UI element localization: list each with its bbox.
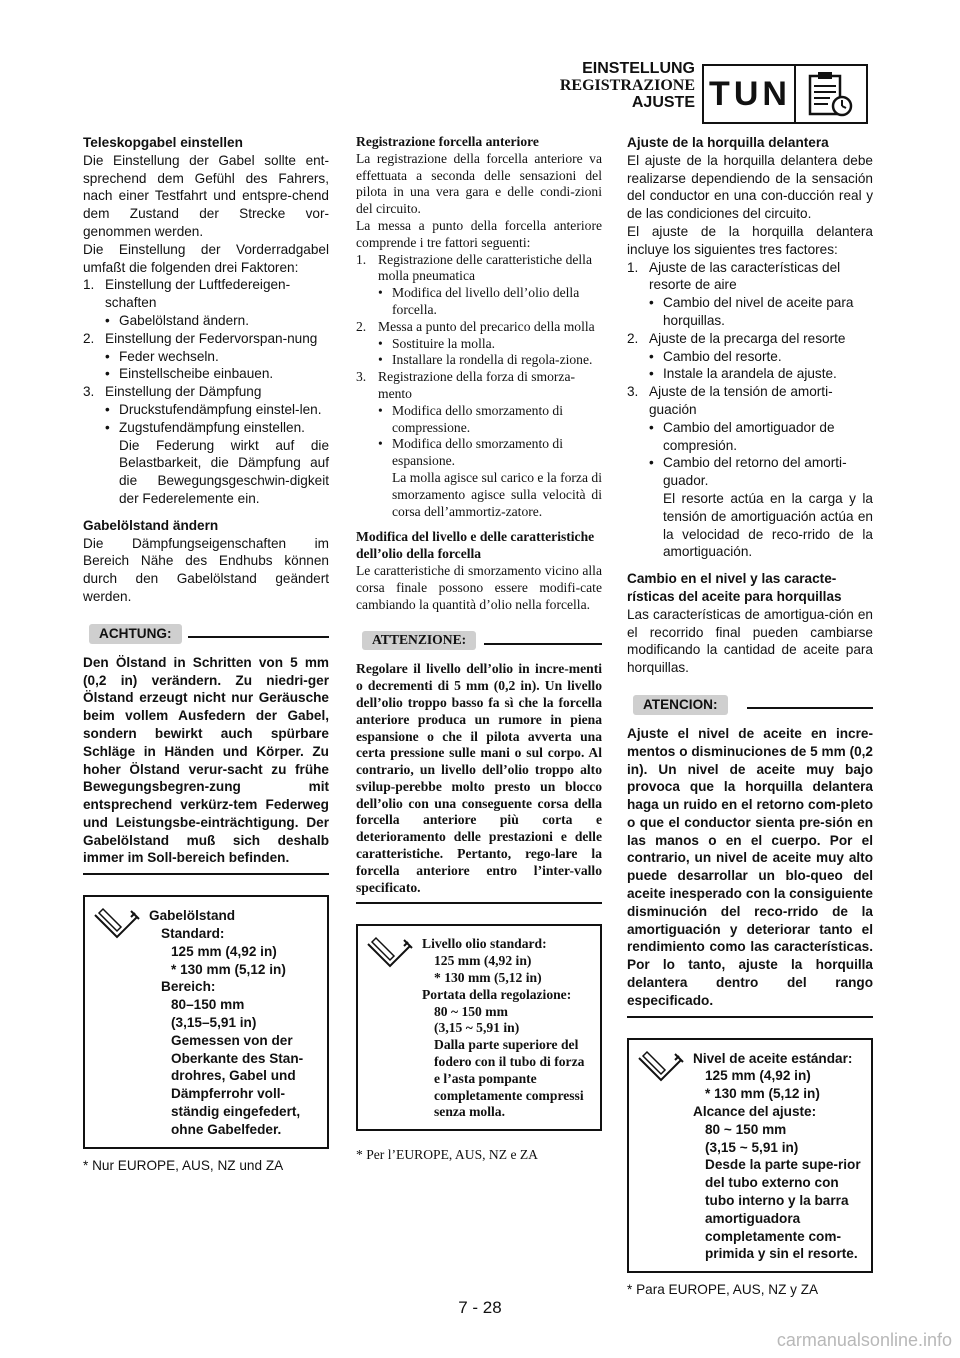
intro-paragraph: La registrazione della forcella anteriore va effettuata a seconda delle sensazioni del pilota in una vera gara e delle condi-zioni del circuito. — [356, 150, 602, 217]
heading: Ajuste de la horquilla delantera — [627, 135, 829, 150]
spec-label: Portata della regolazione: — [422, 986, 572, 1002]
warning-text: Den Ölstand in Schritten von 5 mm (0,2 in) verändern. Zu niedri-ger Ölstand erzeugt nicht nur Geräusche beim vollem Ausfedern der Gabel, sondern bewirkt auch spürbare Schläge in Händen und Körper. Zu hoher Ölstand verur-sacht zu frühe Bewegungsbegren-zung mit entsprechend verkürz-tem Federweg und Leistungsbe-einträchtigung. Der Gabelölstand muß sich deshalb immer im Soll-bereich befinden. — [83, 654, 329, 866]
list-item: 1. Einstellung der Luftfedereigen-schaften — [83, 277, 291, 311]
list-item: 2. Ajuste de la precarga del resorte — [627, 330, 846, 346]
note-text: La molla agisce sul carico e la forza di smorzamento agisce sulla velocità di corsa dell’ammortiz-zatore. — [392, 469, 602, 519]
warning-text: Regolare il livello dell’olio in incre-menti o decrementi di 5 mm (0,2 in). Un livello dell’olio troppo basso fa sì che la forcella anteriore produca un rumore in piena espansione o che il pilota avverta una certa pressione sulle mani o sul corpo. Al contrario, un livello dell’olio troppo alto svilup-perebbe molto presto un blocco dell’olio con una conseguente corsa della forcella anteriore più corta e deterioramento delle prestazioni e delle caratteristiche. Pertanto, rego-lare la forcella anteriore entro l’inter-vallo specificato. — [356, 661, 602, 895]
spec-title: Gabelölstand — [149, 908, 236, 924]
spec-value: * 130 mm (5,12 in) — [434, 970, 542, 986]
spec-note: Desde la parte supe-rior del tubo externo con tubo interno y la barra amortiguadora completamente com-primida y sin el resorte. — [705, 1157, 861, 1262]
list-item: 1. Ajuste de las características del resorte de aire — [627, 259, 841, 293]
spec-label: Alcance del ajuste: — [693, 1104, 817, 1120]
warning-text: Ajuste el nivel de aceite en incre-mentos o disminuciones de 5 mm (0,2 in). Un nivel de aceite muy bajo provoca que la horquilla delantera haga un ruido en el retorno com-pleto o que el conductor sienta pre-sión en las manos o en el cuerpo. Por el contrario, un nivel de aceite muy alto puede desarrollar un blo-queo del aceite inesperado con la consiguiente disminución del reco-rrido de la amortiguación y deteriorar tanto el rendimiento como las características. Por lo tanto, ajuste la horquilla delantera dentro del rango especificado. — [627, 725, 873, 1008]
tun-badge: TUN — [702, 64, 796, 124]
bullet-item: • Instale la arandela de ajuste. — [649, 366, 837, 382]
bullet-item: • Modifica dello smorzamento di compressione. — [378, 402, 564, 435]
spec-value: * 130 mm (5,12 in) — [171, 961, 286, 977]
warning-header — [83, 620, 329, 650]
warning-end-rule — [356, 902, 602, 904]
spec-box — [356, 924, 602, 1131]
section-heading: Cambio en el nivel y las caracte-rísticas del aceite para horquillas — [627, 571, 842, 604]
bullet-item: • Gabelölstand ändern. — [105, 312, 249, 328]
spec-value: 125 mm (4,92 in) — [434, 953, 532, 969]
note-text: Die Federung wirkt auf die Belastbarkeit, die Dämpfung auf die Bewegungsgeschwin-digkeit der Federelemente ein. — [119, 437, 329, 506]
bullet-item: • Installare la rondella di regola-zione. — [378, 352, 593, 368]
warning-label: ATTENZIONE: — [362, 631, 476, 650]
list-item: 3. Registrazione della forza di smorza-mento — [356, 369, 576, 401]
intro-paragraph: La messa a punto della forcella anteriore comprende i tre fattori seguenti: — [356, 217, 602, 250]
spec-note: Gemessen von der Oberkante des Stan-drohres, Gabel und Dämpferrohr voll-ständig eingefedert, ohne Gabelfeder. — [171, 1032, 304, 1137]
list-item: 3. Einstellung der Dämpfung — [83, 384, 262, 400]
title-de: EINSTELLUNG — [582, 60, 695, 77]
title-es: AJUSTE — [631, 94, 695, 111]
warning-header — [627, 691, 873, 721]
watermark: carmanualsonline.info — [776, 1330, 952, 1350]
bullet-item: • Feder wechseln. — [105, 348, 219, 364]
section-titles — [560, 60, 695, 111]
warning-header — [356, 627, 602, 657]
column-german — [83, 134, 329, 1174]
bullet-item: • Modifica dello smorzamento di espansione. — [378, 436, 564, 469]
spec-value: 80 ~ 150 mm — [434, 1003, 508, 1019]
spec-box — [627, 1038, 873, 1274]
intro-paragraph: Die Einstellung der Gabel sollte ent-sprechend dem Gefühl des Fahrers, nach einer Testfahrt und entspre-chend dem Zustand der Strecke vor-genommen werden. — [83, 152, 329, 239]
bullet-item: • Einstellscheibe einbauen. — [105, 366, 274, 382]
warning-label: ATENCION: — [633, 695, 728, 715]
wrench-icon — [635, 1050, 693, 1264]
heading: Teleskopgabel einstellen — [83, 135, 243, 150]
bullet-item: • Cambio del nivel de aceite para horquillas. — [649, 295, 854, 328]
section-text: Las características de amortigua-ción en el recorrido final pueden cambiarse modificando la cantidad de aceite para horquillas. — [627, 606, 873, 676]
spec-value: 80–150 mm — [171, 997, 245, 1013]
column-italian — [356, 134, 602, 1164]
footnote: * Para EUROPE, AUS, NZ y ZA — [627, 1282, 819, 1298]
footnote: * Per l’EUROPE, AUS, NZ e ZA — [356, 1147, 538, 1163]
spec-value: * 130 mm (5,12 in) — [705, 1086, 820, 1102]
heading: Registrazione forcella anteriore — [356, 134, 539, 149]
list-item: 2. Messa a punto del precarico della molla — [356, 318, 595, 334]
warning-end-rule — [627, 1016, 873, 1018]
warning-end-rule — [83, 873, 329, 875]
column-spanish — [627, 134, 873, 1299]
list-item: 3. Ajuste de la tensión de amorti-guación — [627, 384, 833, 417]
bullet-item: • Cambio del resorte. — [649, 348, 782, 364]
bullet-item: • Cambio del amortiguador de compresión. — [649, 419, 835, 453]
bullet-item: • Zugstufendämpfung einstellen. — [105, 419, 305, 435]
spec-note: Dalla parte superiore del fodero con il tubo di forza e l’asta pompante completamente compressi senza molla. — [434, 1037, 585, 1120]
spec-value: 125 mm (4,92 in) — [705, 1068, 811, 1084]
intro-paragraph: El ajuste de la horquilla delantera debe realizarse dependiendo de la sensación del conductor en una con-ducción real y de las condiciones del circuito. — [627, 152, 873, 222]
list-item: 1. Registrazione delle caratteristiche della molla pneumatica — [356, 251, 592, 284]
spec-box — [83, 895, 329, 1148]
warning-label: ACHTUNG: — [89, 624, 182, 644]
page-number: 7 - 28 — [458, 1298, 502, 1317]
bullet-item: • Druckstufendämpfung einstel-len. — [105, 401, 322, 417]
intro-paragraph: Die Einstellung der Vorderradgabel umfaßt die folgenden drei Faktoren: — [83, 241, 329, 275]
spec-value: (3,15–5,91 in) — [171, 1015, 257, 1031]
section-heading: Modifica del livello e delle caratteristiche dell’olio della forcella — [356, 529, 595, 562]
spec-value: (3,15 ~ 5,91 in) — [705, 1139, 799, 1155]
bullet-item: • Cambio del retorno del amorti-guador. — [649, 455, 847, 489]
spec-title: Nivel de aceite estándar: — [693, 1050, 853, 1066]
bullet-item: • Sostituire la molla. — [378, 335, 496, 351]
title-it: REGISTRAZIONE — [559, 77, 695, 94]
spec-label: Bereich: — [161, 979, 216, 995]
list-item: 2. Einstellung der Federvorspan-nung — [83, 330, 318, 346]
section-text: Le caratteristiche di smorzamento vicino alla corsa finale possono essere modifi-cate cambiando la quantità d’olio nella forcella. — [356, 562, 602, 612]
spec-value: 80 ~ 150 mm — [705, 1121, 787, 1137]
section-heading: Gabelölstand ändern — [83, 517, 219, 533]
bullet-item: • Modifica del livello dell’olio della forcella. — [378, 285, 580, 317]
note-text: El resorte actúa en la carga y la tensión de amortiguación actúa en la velocidad de reco-rrido de la amortiguación. — [663, 490, 873, 560]
footnote: * Nur EUROPE, AUS, NZ und ZA — [83, 1157, 284, 1173]
spec-value: 125 mm (4,92 in) — [171, 943, 277, 959]
intro-paragraph: El ajuste de la horquilla delantera incluye los siguientes tres factores: — [627, 223, 873, 257]
wrench-icon — [91, 907, 149, 1138]
spec-value: (3,15 ~ 5,91 in) — [434, 1020, 520, 1036]
spec-label: Standard: — [161, 926, 225, 942]
clipboard-stopwatch-icon — [794, 64, 868, 124]
spec-title: Livello olio standard: — [422, 936, 547, 952]
wrench-icon — [364, 936, 422, 1121]
section-text: Die Dämpfungseigenschaften im Bereich Nähe des Endhubs können durch den Gabelölstand geändert werden. — [83, 535, 329, 604]
